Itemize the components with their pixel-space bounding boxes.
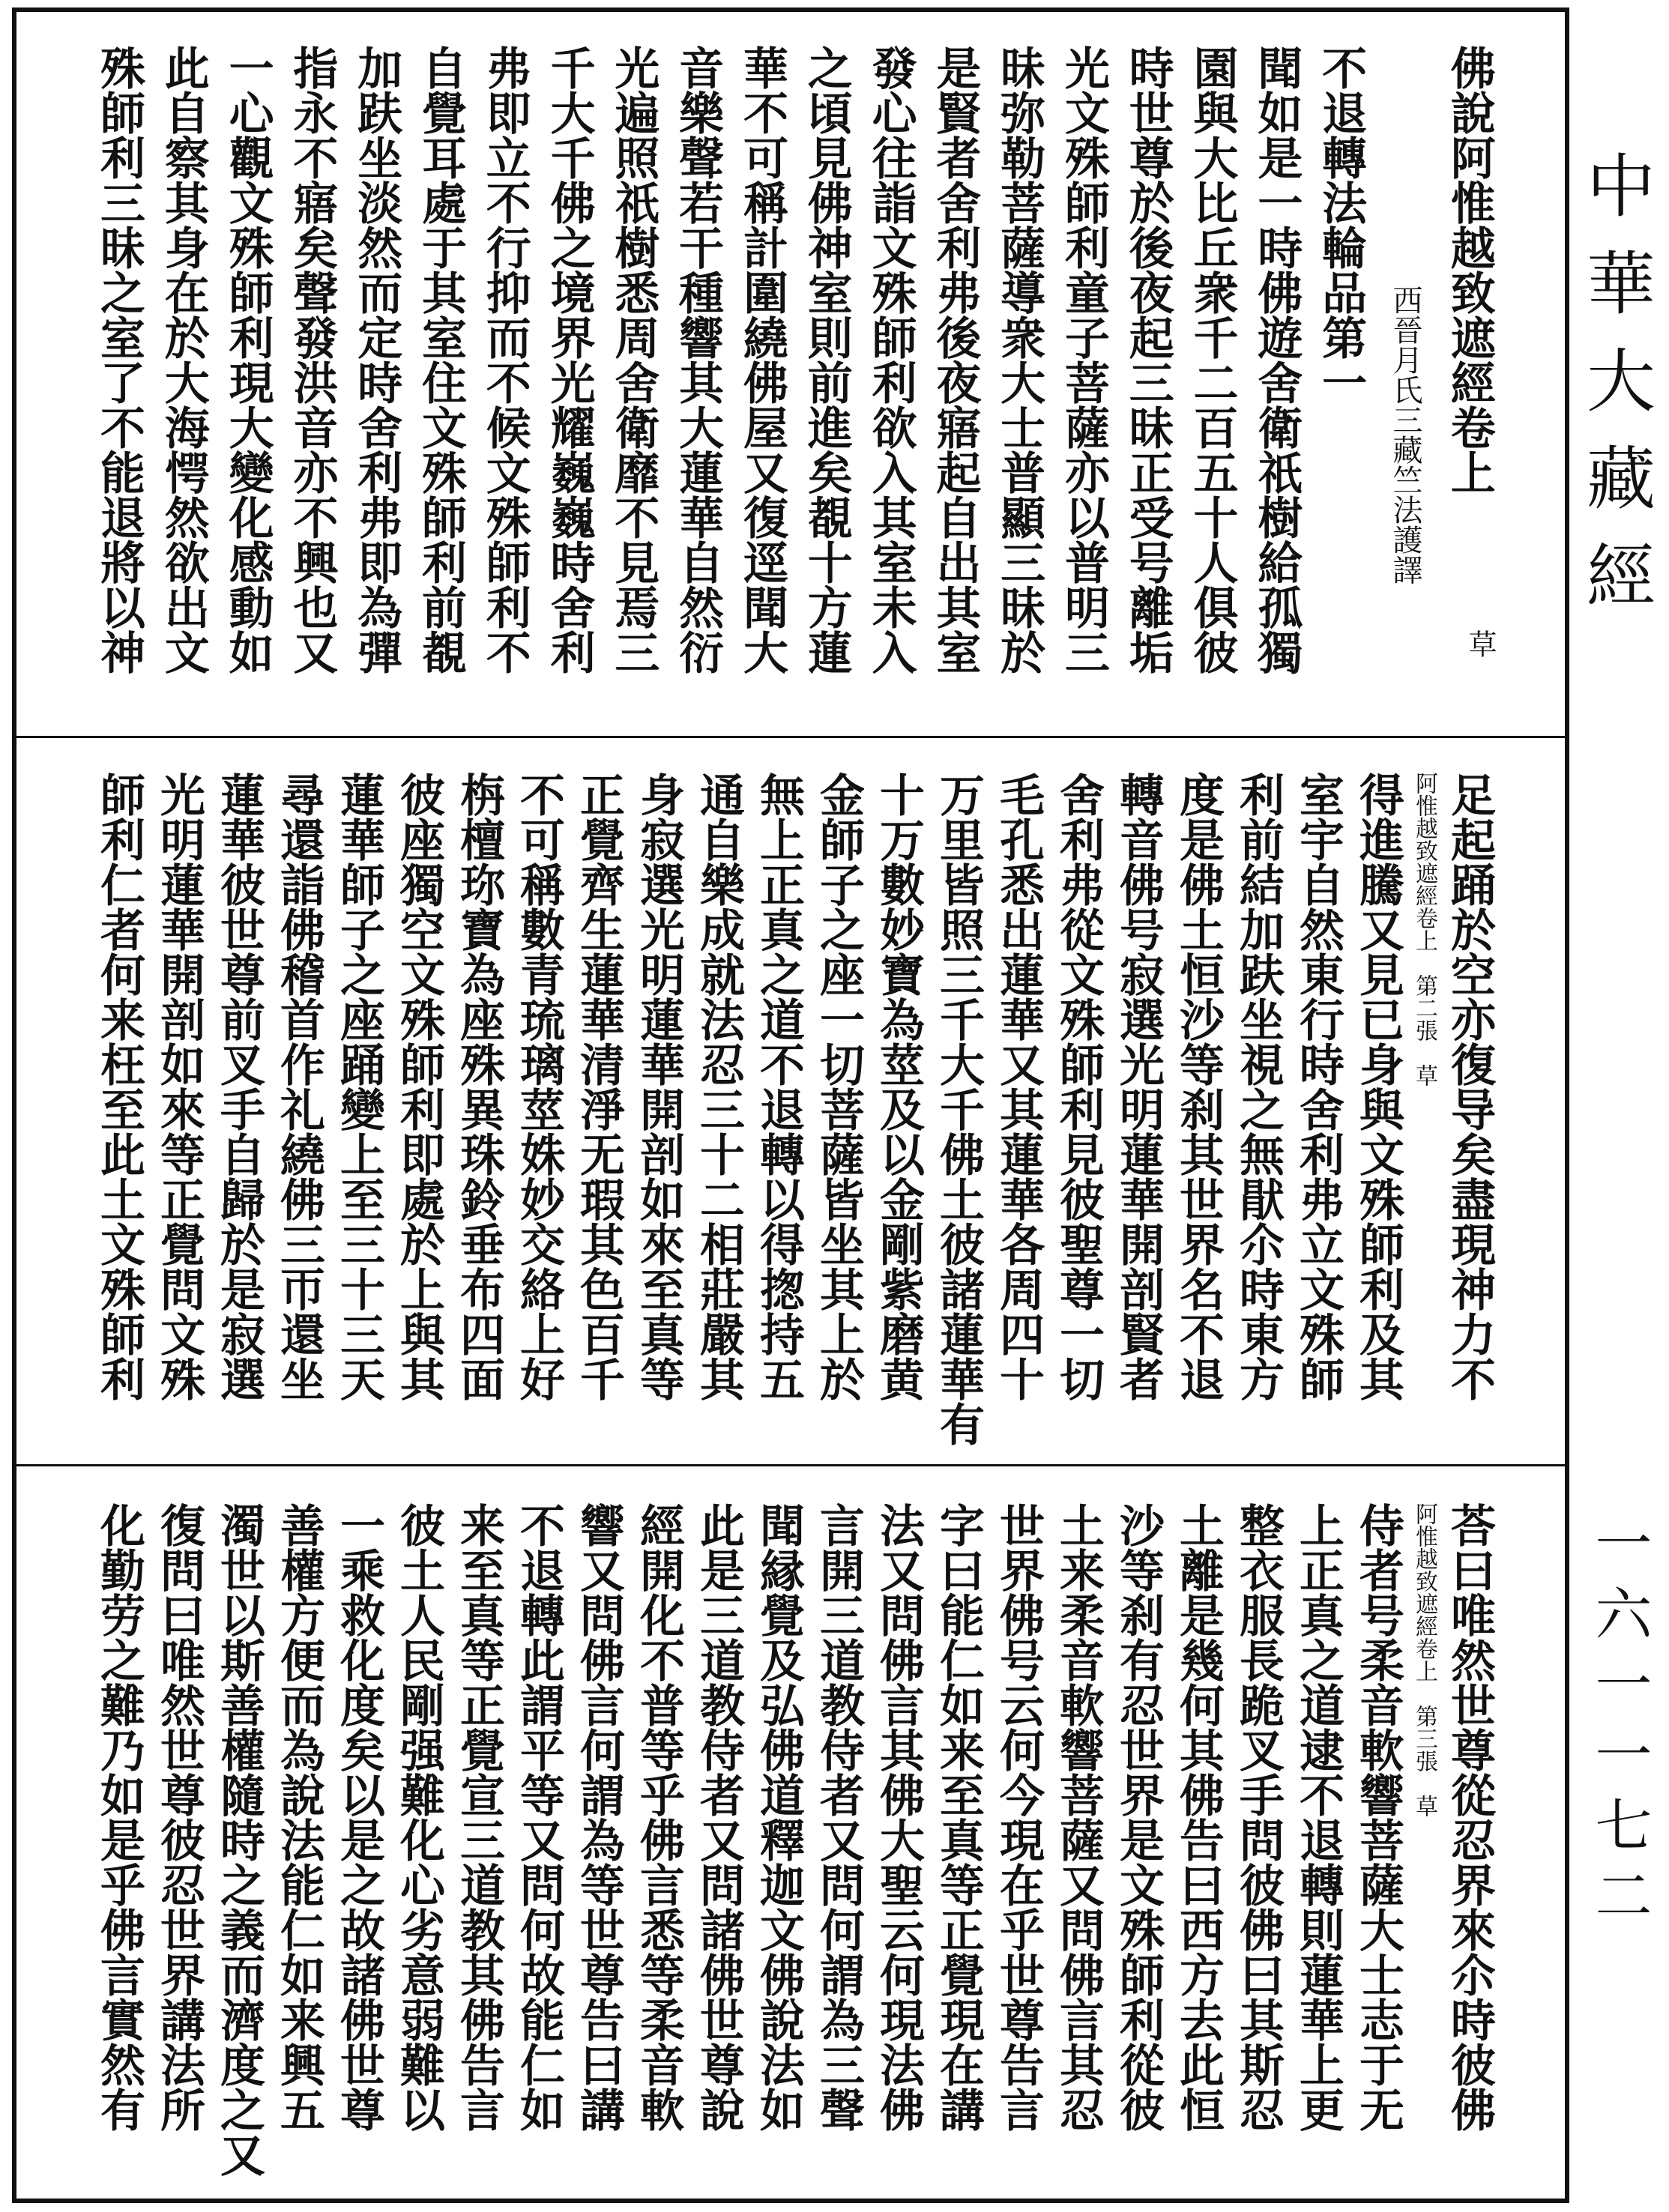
text-column: 無上正真之道不退轉以得揔持五 [752, 772, 805, 1401]
text-column: 言開三道教侍者又問何謂為三聲 [812, 1502, 865, 2132]
text-column: 園與大比丘衆千二百五十人俱彼 [1186, 45, 1239, 674]
text-column: 不退轉此謂平等又問何故能仁如 [513, 1502, 565, 2132]
text-panel-3 [90, 1502, 1499, 2177]
text-column: 加趺坐淡然而定時舍利弗即為彈 [350, 45, 403, 674]
edition-title: 中華大藏經 [1575, 150, 1656, 637]
text-panel-1 [90, 45, 1499, 719]
text-column: 濁世以斯善權隨時之義而濟度之又 [213, 1502, 265, 2177]
section-mark: 草 [1464, 629, 1497, 658]
text-column: 弗即立不行抑而不候文殊師利不 [478, 45, 531, 674]
text-column: 正覺齊生蓮華清淨无瑕其色百千 [573, 772, 625, 1401]
text-column: 舍利弗從文殊師利見彼聖尊一切 [1052, 772, 1105, 1401]
text-column: 字曰能仁如来至真等正覺現在講 [932, 1502, 985, 2132]
text-column: 千大千佛之境界光耀巍巍時舍利 [543, 45, 596, 674]
text-column: 聞縁覺及弘佛道釋迦文佛說法如 [752, 1502, 805, 2132]
text-panel-2 [90, 772, 1499, 1446]
text-column: 復問曰唯然世尊彼忍世界講法所 [153, 1502, 205, 2132]
text-column: 蓮華彼世尊前叉手自歸於是寂選 [213, 772, 265, 1401]
text-column: 毛孔悉出蓮華又其蓮華各周四十 [992, 772, 1045, 1401]
text-column: 經開化不普等乎佛言悉等柔音軟 [633, 1502, 685, 2132]
text-column: 化勤劳之難乃如是乎佛言實然有 [93, 1502, 145, 2132]
text-column: 此自察其身在於大海愕然欲出文 [157, 45, 210, 674]
text-column: 世界佛号云何今現在乎世尊告言 [992, 1502, 1045, 2132]
text-column: 此是三道教侍者又問諸佛世尊說 [692, 1502, 745, 2132]
text-column: 尋還詣佛稽首作礼繞佛三帀還坐 [273, 772, 325, 1401]
text-column: 時世尊於後夜起三昧正受号離垢 [1121, 45, 1174, 674]
text-column: 彼土人民剛强難化心劣意弱難以 [393, 1502, 445, 2132]
text-column: 不退轉法輪品第一 [1315, 45, 1368, 405]
text-column: 響又問佛言何謂為等世尊告曰講 [573, 1502, 625, 2132]
section-divider [12, 1464, 1569, 1466]
text-column: 足起踊於空亦復导矣盡現神力不 [1443, 772, 1496, 1401]
text-column: 昧弥勒菩薩導衆大士普顯三昧於 [993, 45, 1046, 674]
text-column: 是賢者舍利弗後夜寤起自出其室 [929, 45, 982, 674]
text-column: 侍者号柔音軟響菩薩大士志于无 [1352, 1502, 1404, 2132]
text-column: 光遍照祇樹悉周舍衛靡不見焉三 [607, 45, 660, 674]
translator-line: 西晉月氏三藏竺法護譯 [1387, 285, 1422, 584]
text-column: 金師子之座一切菩薩皆坐其上於 [812, 772, 865, 1401]
text-column: 荅曰唯然世尊從忍界來尒時彼佛 [1443, 1502, 1496, 2132]
text-column: 栴檀珎寶為座殊異珠鈴垂布四面 [453, 772, 505, 1401]
text-column: 殊師利三昧之室了不能退將以神 [93, 45, 145, 674]
text-column: 蓮華師子之座踊變上至三十三天 [333, 772, 385, 1401]
text-column: 室宇自然東行時舍利弗立文殊師 [1292, 772, 1344, 1401]
text-column: 土離是幾何其佛告曰西方去此恒 [1172, 1502, 1225, 2132]
section-divider [12, 736, 1569, 738]
marginal-note: 阿惟越致遮經卷上 第二張 草 [1411, 772, 1437, 1087]
text-column: 不可稱數青琉璃莖姝妙交絡上好 [513, 772, 565, 1401]
page-number: 一六一一七二 [1586, 1514, 1653, 1936]
text-column: 整衣服長跪叉手問彼佛曰其斯忍 [1232, 1502, 1285, 2132]
text-column: 得進騰又見已身與文殊師利及其 [1352, 772, 1404, 1401]
text-column: 沙等刹有忍世界是文殊師利從彼 [1112, 1502, 1165, 2132]
text-column: 光明蓮華開剖如來等正覺問文殊 [153, 772, 205, 1401]
text-column: 万里皆照三千大千佛土彼諸蓮華有 [932, 772, 985, 1446]
text-column: 十万數妙寶為莖及以金剛紫磨黄 [872, 772, 925, 1401]
text-column: 光文殊師利童子菩薩亦以普明三 [1057, 45, 1110, 674]
text-column: 轉音佛号寂選光明蓮華開剖賢者 [1112, 772, 1165, 1401]
text-column: 善權方便而為說法能仁如来興五 [273, 1502, 325, 2132]
marginal-note: 阿惟越致遮經卷上 第三張 草 [1411, 1502, 1437, 1817]
text-column: 上正真之道逮不退轉則蓮華上更 [1292, 1502, 1344, 2132]
text-column: 法又問佛言其佛大聖云何現法佛 [872, 1502, 925, 2132]
text-column: 一乘救化度矣以是之故諸佛世尊 [333, 1502, 385, 2132]
text-column: 自覺耳處于其室住文殊師利前覩 [414, 45, 467, 674]
text-column: 師利仁者何来枉至此土文殊師利 [93, 772, 145, 1401]
text-column: 来至真等正覺宣三道教其佛告言 [453, 1502, 505, 2132]
text-column: 一心觀文殊師利現大變化感動如 [221, 45, 274, 674]
text-column: 土来柔音軟響菩薩又問佛言其忍 [1052, 1502, 1105, 2132]
text-column: 發心往詣文殊師利欲入其室未入 [864, 45, 917, 674]
text-column: 華不可稱計圍繞佛屋又復逕聞大 [735, 45, 788, 674]
text-column: 度是佛土恒沙等刹其世界名不退 [1172, 772, 1225, 1401]
text-column: 通自樂成就法忍三十二相莊嚴其 [692, 772, 745, 1401]
text-column: 聞如是一時佛遊舍衛祇樹給孤獨 [1250, 45, 1303, 674]
text-column: 音樂聲若干種響其大蓮華自然衍 [671, 45, 725, 674]
text-column: 利前結加趺坐視之無猒尒時東方 [1232, 772, 1285, 1401]
text-column: 佛說阿惟越致遮經卷上 [1443, 45, 1496, 495]
text-column: 之頃見佛神室則前進矣覩十方蓮 [800, 45, 853, 674]
text-column: 身寂選光明蓮華開剖如來至真等 [633, 772, 685, 1401]
text-column: 彼座獨空文殊師利即處於上與其 [393, 772, 445, 1401]
text-column: 指永不寤矣聲發洪音亦不興也又 [286, 45, 339, 674]
